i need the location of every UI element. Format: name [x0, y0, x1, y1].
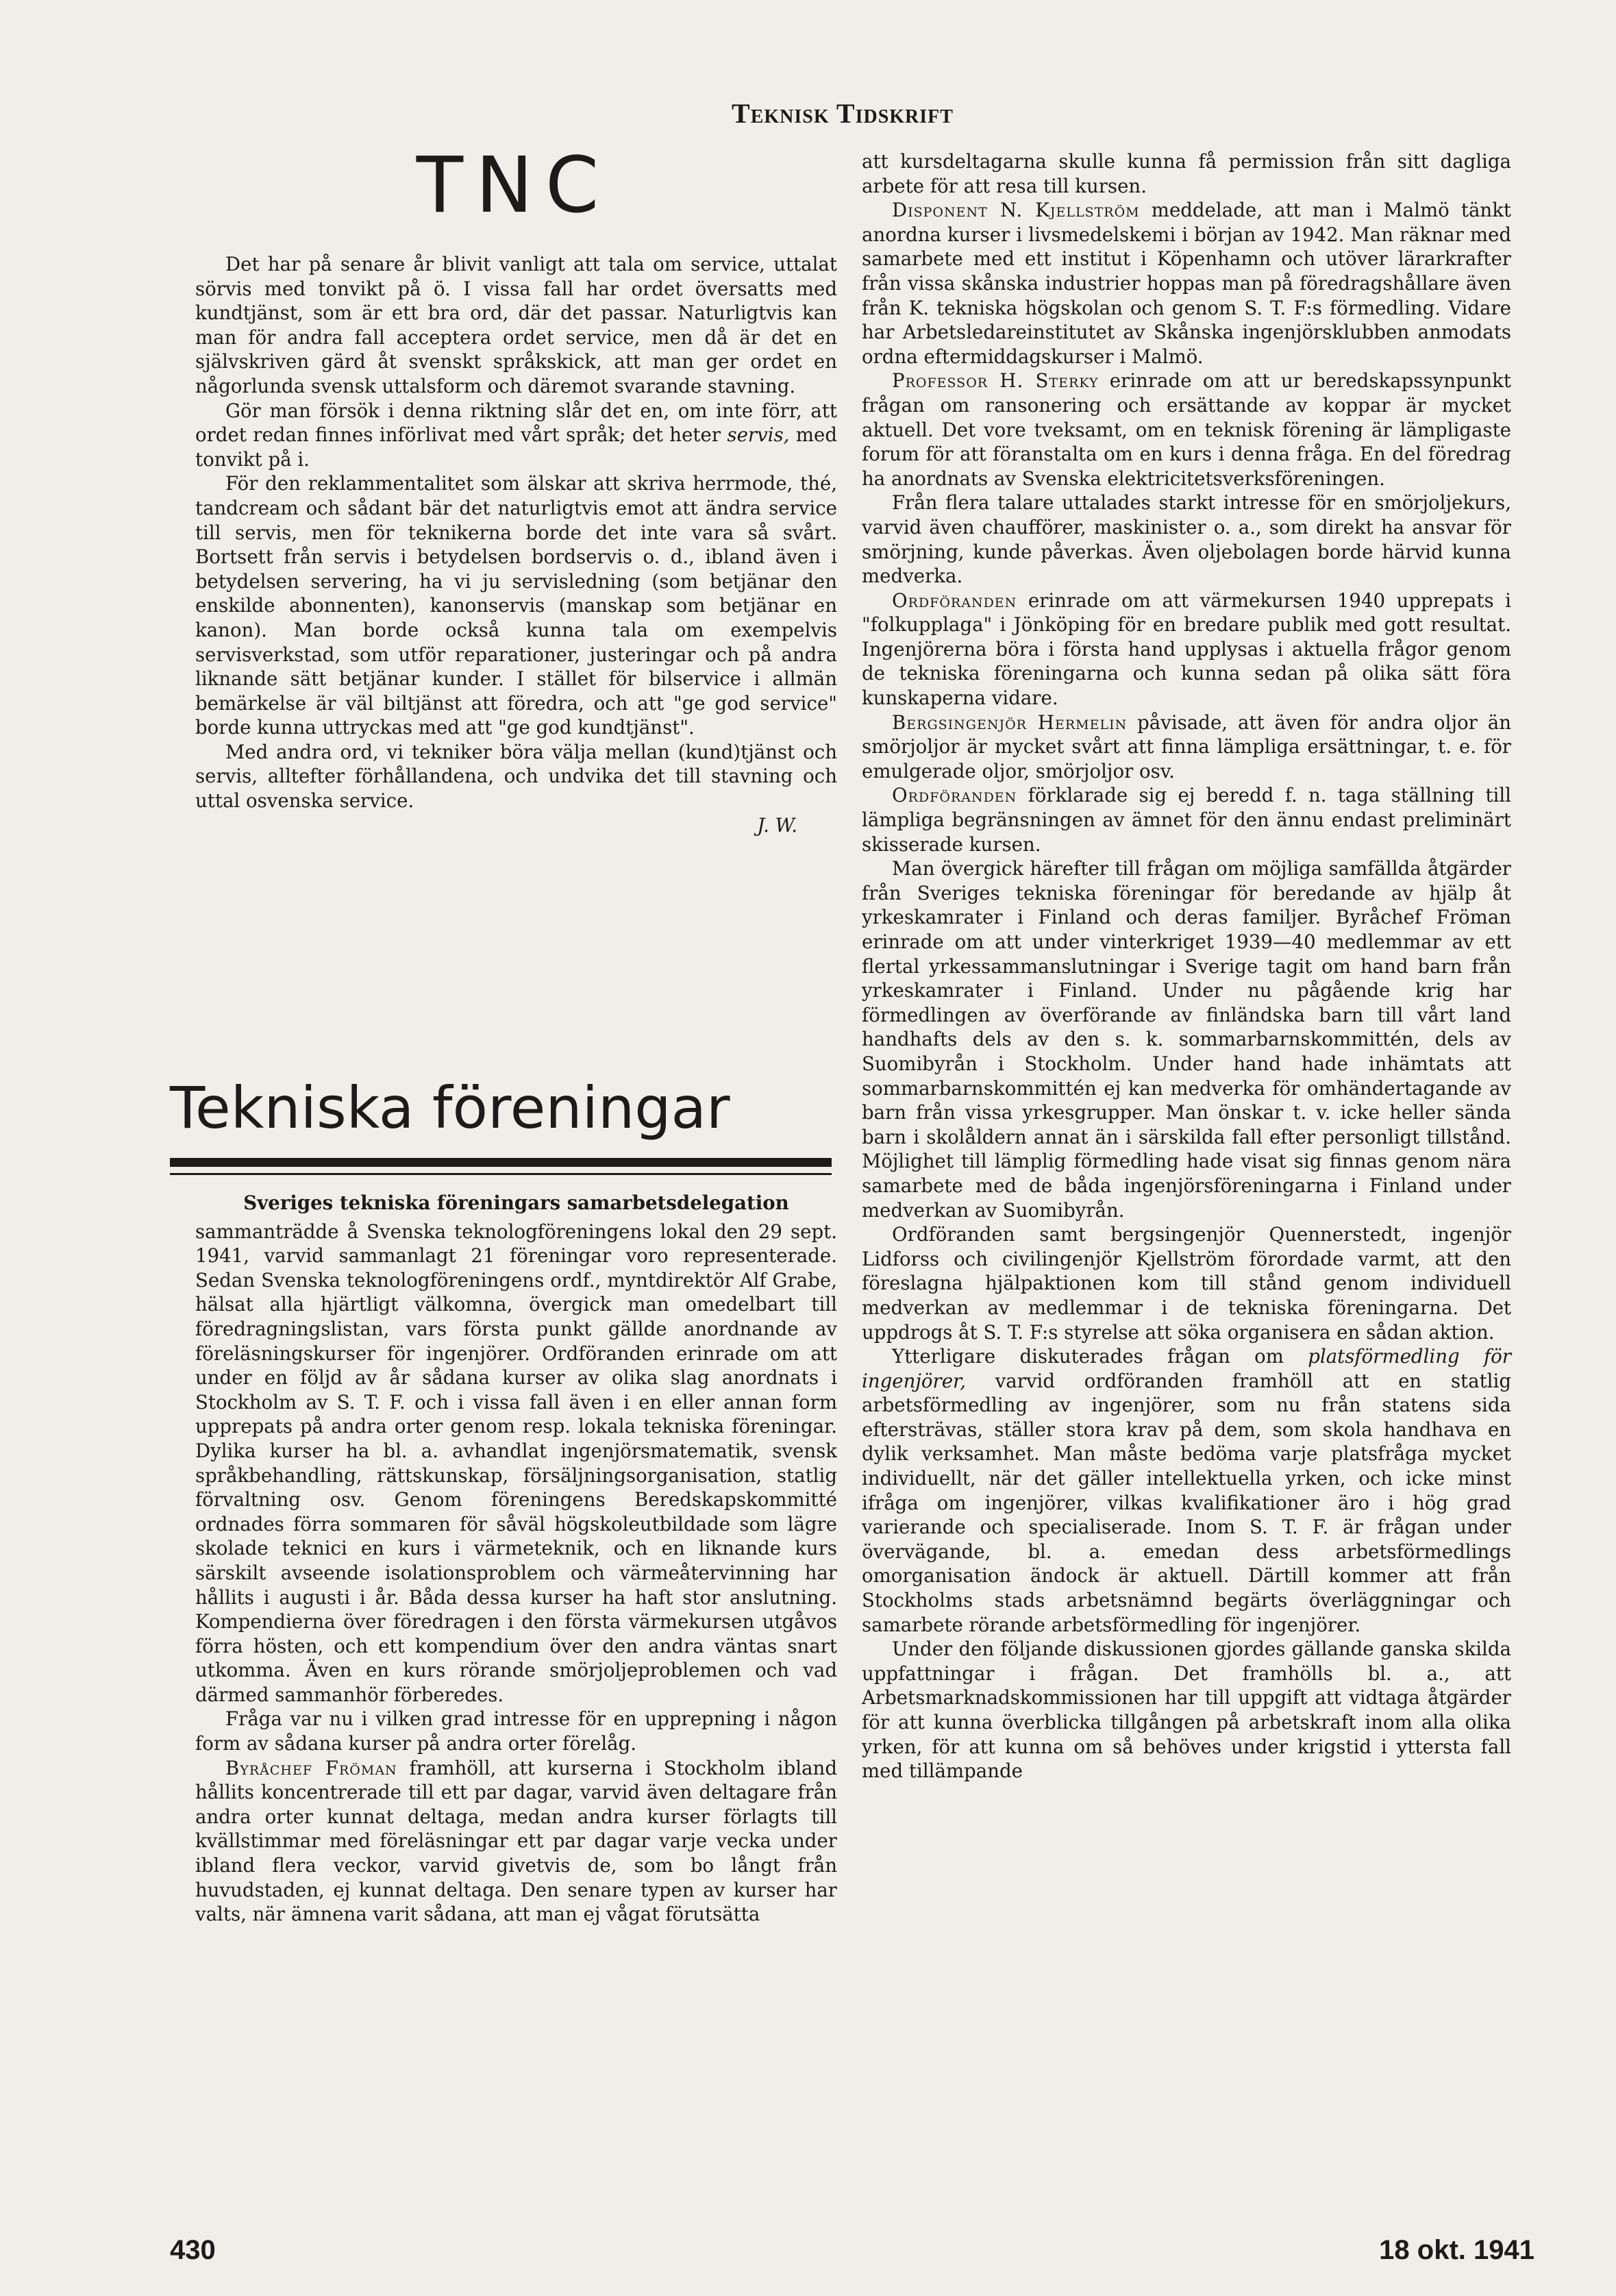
text-span: erinrade om att värmekursen 1940 upprepats i "folkupplaga" i Jönköping för en bredare publik med gott resultat. Ingenjörerna böra i första hand upplysas i aktuella frågor genom de tekniska föreningarna och kunna sedan på olika sätt föra kunskaperna vidare.	[862, 589, 1511, 710]
heading-rule-thin	[170, 1173, 832, 1175]
speaker-name: Ordföranden	[892, 784, 1017, 807]
article-subheading: Sveriges tekniska föreningars samarbetsdelegation	[243, 1192, 789, 1214]
right-paragraph-9: Ordföranden samt bergsingenjör Quennerstedt, ingenjör Lidforss och civilingenjör Kjellström förordade varmt, att den föreslagna hjälpaktionen kom till stånd genom individuell medverkan av medlemmar i de tekniska föreningarna. Det uppdrogs åt S. T. F:s styrelse att söka organisera en sådan aktion.	[862, 1223, 1511, 1344]
issue-date: 18 okt. 1941	[1379, 2235, 1534, 2265]
right-paragraph-2	[862, 198, 1511, 369]
text-span: förklarade sig ej beredd f. n. taga ställning till lämpliga begränsningen av ämnet för den ännu endast preliminärt skisserade kursen.	[862, 784, 1511, 856]
right-paragraph-1: att kursdeltagarna skulle kunna få permission från sitt dagliga arbete för att resa till kursen.	[862, 150, 1511, 197]
tnc-paragraph-2	[195, 399, 837, 472]
left-paragraph-2: Fråga var nu i vilken grad intresse för en upprepning i någon form av sådana kurser på andra orter förelåg.	[195, 1707, 837, 1755]
text-span: framhöll, att kurserna i Stockholm ibland hållits koncentrerade till ett par dagar, varvid även deltagare från andra orter kunnat deltaga, medan andra kurser förlagts till kvällstimmar med föreläsningar ett par dagar varje vecka under ibland flera veckor, varvid givetvis de, som bo långt från huvudstaden, ej kunnat deltaga. Den senare typen av kurser har valts, när ämnena varit sådana, att man ej vågat förutsätta	[195, 1756, 837, 1926]
heading-rule-thick	[170, 1158, 832, 1167]
left-paragraph-3	[195, 1756, 837, 1927]
text-span: påvisade, att även för andra oljor än smörjoljor är mycket svårt att finna lämpliga ersättningar, t. e. för emulgerade oljor, smörjoljor osv.	[862, 711, 1512, 782]
text-span: med tonvikt på i.	[195, 423, 837, 471]
left-paragraph-1: sammanträdde å Svenska teknologföreningens lokal den 29 sept. 1941, varvid sammanlagt 21 föreningar voro representerade. Sedan Svenska teknologföreningens ordf., myntdirektör Alf Grabe, hälsat alla hjärtligt välkomna, övergick man omedelbart till föredragningslistan, vars första punkt gällde anordnande av föreläsningskurser för ingenjörer. Ordföranden erinrade om att under en följd av år sådana kurser av olika slag anordnats i Stockholm av S. T. F. och i vissa fall även i en eller annan form upprepats på andra orter genom resp. lokala tekniska föreningar. Dylika kurser ha bl. a. avhandlat ingenjörsmatematik, svensk språkbehandling, rättskunskap, försäljningsorganisation, statlig förvaltning osv. Genom föreningens Beredskapskommitté ordnades förra sommaren för såväl högskoleutbildade som lägre skolade teknici en kurs i värmeteknik, och en liknande kurs särskilt avseende isolationsproblem och värmeåtervinning har hållits i augusti i år. Båda dessa kurser ha haft stor anslutning. Kompendierna över föredragen i den första värmekursen utgåvos förra hösten, och ett kompendium över den andra väntas snart utkomma. Även en kurs rörande smörjoljeproblemen och vad därmed sammanhör förberedes.	[195, 1220, 837, 1706]
page-number: 430	[170, 2235, 216, 2265]
tnc-paragraph-3: För den reklammentalitet som älskar att skriva herrmode, thé, tandcream och sådant bär det naturligtvis emot att ändra service till servis, men för teknikerna borde det inte vara så svårt. Bortsett från servis i betydelsen bordservis o. d., ibland även i betydelsen servering, ha vi ju servisledning (som betjänar den enskilde abonnenten), kanonservis (manskap som betjänar en kanon). Man borde också kunna tala om exempelvis servisverkstad, som utför reparationer, justeringar och på andra liknande sätt betjänar kunder. I stället för bilservice i allmän bemärkelse är väl biltjänst att föredra, och att "ge god service" borde kunna uttryckas med att "ge god kundtjänst".	[195, 472, 837, 739]
text-span: Gör man försök i denna riktning slår det en, om inte förr, att ordet redan finnes införlivat med vårt språk; det heter	[195, 399, 837, 447]
right-paragraph-3	[862, 369, 1511, 491]
text-span: meddelade, att man i Malmö tänkt anordna kurser i livsmedelskemi i början av 1942. Man räknar med samarbete med ett institut i Köpenhamn och utöver lärarkrafter från vissa skånska industrier hoppas man på föredragshållare även från K. tekniska högskolan och genom S. T. F:s förmedling. Vidare har Arbetsledareinstitutet av Skånska ingenjörsklubben anmodats ordna eftermiddagskurser i Malmö.	[862, 199, 1512, 368]
tnc-article	[195, 252, 837, 837]
right-paragraph-11: Under den följande diskussionen gjordes gällande ganska skilda uppfattningar i frågan. Det framhölls bl. a., att Arbetsmarknadskommissionen har till uppgift att vidtaga åtgärder för att kunna överblicka tillgången på arbetskraft inom alla olika yrken, för att kunna om så behöves under krigstid i yttersta fall med tillämpande	[862, 1638, 1511, 1783]
section-heading: Tekniska föreningar	[170, 1074, 730, 1141]
tnc-paragraph-1: Det har på senare år blivit vanligt att tala om service, uttalat sörvis med tonvikt på ö. I vissa fall har ordet översatts med kundtjänst, som är ett bra ord, där det passar. Naturligtvis kan man för andra fall acceptera ordet service, men då är det en självskriven gärd åt svenskt språkskick, att man ger ordet en någorlunda svensk uttalsform och däremot svarande stavning.	[195, 253, 837, 397]
text-span: Ytterligare diskuterades frågan om	[892, 1345, 1308, 1368]
text-span: varvid ordföranden framhöll att en statlig arbetsförmedling av ingenjörer, som nu från statens sida eftersträvas, ställer stora krav på dem, som skola handhava en dylik verksamhet. Man måste bedöma varje platsfråga mycket individuellt, när det gäller intellektuella yrken, och icke minst ifråga om ingenjörer, vilkas kvalifikationer äro i hög grad varierande och specialiserade. Inom S. T. F. är frågan under övervägande, bl. a. emedan dess arbetsförmedlings omorganisation ändock är aktuell. Därtill kommer att från Stockholms stads arbetsnämnd begärts överläggningar och samarbete rörande arbetsförmedling för ingenjörer.	[862, 1369, 1511, 1636]
tnc-title: TNC	[416, 141, 612, 230]
right-paragraph-8: Man övergick härefter till frågan om möjliga samfällda åtgärder från Sveriges tekniska föreningar för beredande av hjälp åt yrkeskamrater i Finland och deras familjer. Byråchef Fröman erinrade om att under vinterkriget 1939—40 medlemmar av ett flertal yrkessammanslutningar i Sverige tagit om hand barn från yrkeskamrater i Finland. Under nu pågående krig har förmedlingen av överförande av finländska barn till vårt land handhafts dels av den s. k. sommarbarnskommittén, dels av Suomibyrån i Stockholm. Under hand hade inhämtats att sommarbarnskommittén ej kan medverka för omhändertagande av barn från vissa yrkesgrupper. Man önskar t. v. icke heller sända barn i skolåldern annat än i särskilda fall efter personligt tillstånd. Möjlighet till lämplig förmedling hade visat sig finnas genom nära samarbete med de båda ingenjörsföreningarna i Finland under medverkan av Suomibyrån.	[862, 857, 1511, 1222]
speaker-name: Professor H. Sterky	[892, 369, 1099, 393]
right-paragraph-5	[862, 589, 1511, 711]
right-column-article	[862, 149, 1511, 1783]
journal-header: Teknisk Tidskrift	[732, 98, 954, 129]
topic-emphasis: platsförmedling för ingenjörer,	[862, 1345, 1511, 1392]
signature: J. W.	[757, 813, 797, 837]
speaker-name: Byråchef Fröman	[225, 1756, 397, 1779]
right-paragraph-4: Från flera talare uttalades starkt intresse för en smörjoljekurs, varvid även chaufförer, maskinister o. a., som direkt ha ansvar för smörjning, kunde påverkas. Även oljebolagen borde härvid kunna medverka.	[862, 491, 1511, 588]
speaker-name: Disponent N. Kjellström	[892, 199, 1140, 222]
right-paragraph-6	[862, 711, 1511, 784]
speaker-name: Bergsingenjör Hermelin	[892, 711, 1128, 734]
emphasis-word: servis,	[727, 423, 790, 447]
left-column-article	[195, 1191, 837, 1927]
tnc-paragraph-4: Med andra ord, vi tekniker böra välja mellan (kund)tjänst och servis, alltefter förhållandena, och undvika det till stavning och uttal osvenska service.	[195, 740, 837, 813]
right-paragraph-7	[862, 783, 1511, 856]
speaker-name: Ordföranden	[892, 589, 1017, 612]
right-paragraph-10	[862, 1344, 1511, 1637]
text-span: erinrade om att ur beredskapssynpunkt frågan om ransonering och ersättande av koppar är mycket aktuell. Det vore tveksamt, om en teknisk förening är lämpligaste forum för att föranstalta om en kurs i denna fråga. En del föredrag ha anordnats av Svenska elektricitetsverksföreningen.	[862, 369, 1511, 490]
